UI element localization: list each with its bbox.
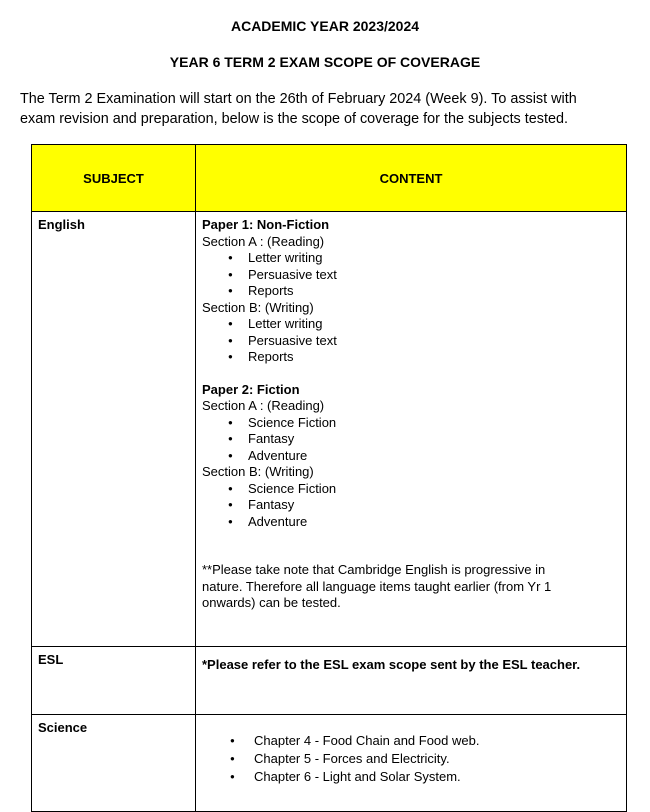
list-item: ● Letter writing [202, 250, 620, 267]
list-item: ● Science Fiction [202, 481, 620, 498]
subject-english: English [32, 212, 196, 647]
list-item: ● Adventure [202, 514, 620, 531]
list-item: ● Persuasive text [202, 333, 620, 350]
subject-esl: ESL [32, 647, 196, 715]
note-line: onwards) can be tested. [202, 595, 341, 610]
table-row-science [32, 715, 627, 812]
list-item: ● Fantasy [202, 497, 620, 514]
intro-paragraph [20, 89, 650, 129]
paper1-title: Paper 1: Non-Fiction [202, 217, 330, 232]
note-line: **Please take note that Cambridge English is progressive in [202, 562, 546, 577]
subject-column-header: SUBJECT [32, 145, 196, 212]
list-item: ● Science Fiction [202, 415, 620, 432]
table-row-english [32, 212, 627, 647]
bullet-list [202, 481, 620, 531]
list-item: ● Chapter 4 - Food Chain and Food web. [202, 732, 620, 750]
list-item: ● Reports [202, 283, 620, 300]
bullet-list [202, 732, 620, 786]
content-column-header: CONTENT [196, 145, 627, 212]
note-line: nature. Therefore all language items taught earlier (from Yr 1 [202, 578, 552, 594]
list-item: ● Chapter 6 - Light and Solar System. [202, 768, 620, 786]
list-item: ● Fantasy [202, 431, 620, 448]
table-row-esl [32, 647, 627, 715]
section-label: Section A : (Reading) [202, 233, 325, 249]
progressive-note [202, 562, 620, 612]
academic-year-heading: ACADEMIC YEAR 2023/2024 [230, 18, 420, 34]
list-item: ● Persuasive text [202, 267, 620, 284]
bullet-list [202, 250, 620, 300]
list-item: ● Reports [202, 349, 620, 366]
paper2-title: Paper 2: Fiction [202, 381, 300, 397]
content-esl: *Please refer to the ESL exam scope sent by the ESL teacher. [196, 647, 627, 715]
table-header-row [32, 145, 627, 212]
section-label: Section B: (Writing) [202, 464, 314, 479]
section-label: Section A : (Reading) [202, 398, 325, 413]
list-item: ● Adventure [202, 448, 620, 465]
content-science [196, 715, 627, 812]
list-item: ● Letter writing [202, 316, 620, 333]
scope-table [31, 144, 627, 812]
content-english [196, 212, 627, 647]
bullet-list [202, 316, 620, 366]
list-item: ● Chapter 5 - Forces and Electricity. [202, 750, 620, 768]
section-label: Section B: (Writing) [202, 299, 314, 315]
exam-scope-heading: YEAR 6 TERM 2 EXAM SCOPE OF COVERAGE [169, 54, 481, 70]
subject-science: Science [32, 715, 196, 812]
bullet-list [202, 415, 620, 465]
intro-line: exam revision and preparation, below is the scope of coverage for the subjects tested. [20, 111, 568, 127]
intro-line: The Term 2 Examination will start on the 26th of February 2024 (Week 9). To assist with [20, 91, 577, 107]
